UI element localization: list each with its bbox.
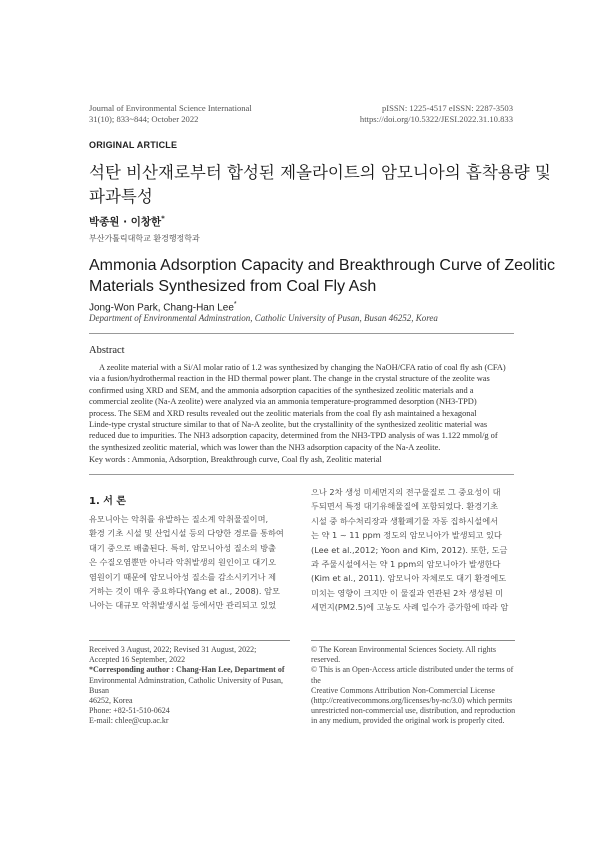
footnote-line: Environmental Adminstration, Catholic University of Pusan, Busan xyxy=(89,675,283,695)
abstract-line: reduced due to impurities. The NH3 adsorption capacity, determined from the NH3-TPD analysis of was 1.122 mmol/g of xyxy=(89,431,498,441)
body-line: (Kim et al., 2011). 암모니아 자체로도 대기 환경에도 xyxy=(311,573,507,584)
body-line: 으나 2차 생성 미세먼지의 전구물질로 그 중요성이 대 xyxy=(311,487,501,497)
authors-korean xyxy=(89,214,165,229)
footnote-rule-left xyxy=(89,640,290,641)
footnote-line: Creative Commons Attribution Non-Commercial License xyxy=(311,685,495,695)
title-english xyxy=(89,255,555,297)
doi-link[interactable]: https://doi.org/10.5322/JESI.2022.31.10.833 xyxy=(359,113,513,124)
body-line: 염원이기 때문에 암모니아성 질소를 감소시키거나 제 xyxy=(89,571,277,582)
title-english-line1: Ammonia Adsorption Capacity and Breakthrough Curve of Zeolitic xyxy=(89,257,556,274)
journal-issue: 31(10); 833~844; October 2022 xyxy=(89,113,199,124)
issn: pISSN: 1225-4517 eISSN: 2287-3503 xyxy=(381,103,513,113)
body-line: 세먼지(PM2.5)에 고농도 사례 일수가 증가함에 따라 암 xyxy=(311,602,509,613)
license-link[interactable]: (http://creativecommons.org/licenses/by-nc/3.0) which permits xyxy=(311,696,513,706)
title-korean xyxy=(89,161,551,209)
abstract-line: via a fusion/hydrothermal reaction in the HD thermal power plant. The change in the crystal structure of the zeolite was xyxy=(89,374,490,384)
authors-english-text: Jong-Won Park, Chang-Han Lee xyxy=(89,302,234,314)
corresponding-mark-en: * xyxy=(233,301,237,308)
abstract-line: A zeolite material with a Si/Al molar ratio of 1.2 was synthesized by changing the NaOH/CFA ratio of coal fly ash (CFA) xyxy=(99,363,506,372)
footnote-line: Received 3 August, 2022; Revised 31 August, 2022; xyxy=(89,645,257,654)
corresponding-mark: * xyxy=(161,214,165,223)
footnote-line: *Corresponding author : Chang-Han Lee, Department of xyxy=(89,665,285,675)
footnote-line: unrestricted non-commercial use, distribution, and reproduction xyxy=(311,706,516,716)
body-line: 미치는 영향이 크지만 이 물질과 연관된 2차 생성된 미 xyxy=(311,587,504,598)
journal-header xyxy=(89,103,252,124)
footnote-line: 46252, Korea xyxy=(89,696,133,706)
body-line: (Lee et al.,2012; Yoon and Kim, 2012). 또한, 도금 xyxy=(311,544,508,555)
abstract-line: confirmed using XRD and SEM, and the ammonia adsorption capacities of the synthesized zeolitic materials and a xyxy=(89,385,474,395)
abstract-body xyxy=(89,362,514,453)
divider-top xyxy=(89,333,514,334)
abstract-line: the synthesized zeolitic material, which was lower than the NH3 adsorption capacity of the Na-A zeolite. xyxy=(89,442,441,452)
authors-english xyxy=(89,301,237,313)
body-line: 시설 중 하수처리장과 생활폐기물 자동 집하시설에서 xyxy=(311,515,499,526)
footnote-line: Accepted 16 September, 2022 xyxy=(89,655,186,665)
body-line: 거하는 것이 매우 중요하다(Yang et al., 2008). 암모 xyxy=(89,586,280,597)
abstract-line: Linde-type crystal structure similar to that of Na-A zeolite, but the crystallinity of the synthesized zeolitic material was xyxy=(89,420,488,430)
keywords: Key words : Ammonia, Adsorption, Breakthrough curve, Coal fly ash, Zeolitic material xyxy=(89,455,382,464)
footnote-line: © The Korean Environmental Sciences Society. All rights reserved. xyxy=(311,645,496,665)
right-column xyxy=(311,485,515,615)
email-link[interactable]: E-mail: chlee@cup.ac.kr xyxy=(89,716,169,726)
affiliation-korean: 부산가톨릭대학교 환경행정학과 xyxy=(89,234,200,243)
article-type: ORIGINAL ARTICLE xyxy=(89,140,178,150)
body-line: 니아는 대규모 악취발생시설 등에서만 관리되고 있었 xyxy=(89,600,277,611)
title-korean-line2: 파과특성 xyxy=(89,187,153,206)
title-korean-line1: 석탄 비산재로부터 합성된 제올라이트의 암모니아의 흡착용량 및 xyxy=(89,163,551,182)
affiliation-english: Department of Environmental Adminstration, Catholic University of Pusan, Busan 46252, Korea xyxy=(89,313,438,323)
footnote-line: Phone: +82-51-510-0624 xyxy=(89,706,170,716)
body-line: 대기 중으로 배출된다. 특히, 암모니아성 질소의 방출 xyxy=(89,542,276,553)
body-line: 환경 기초 시설 및 산업시설 등의 다양한 경로를 통하여 xyxy=(89,528,284,539)
body-line: 는 약 1 ~ 11 ppm 정도의 암모니아가 발생되고 있다 xyxy=(311,530,502,541)
journal-name: Journal of Environmental Science International xyxy=(89,103,252,113)
footnote-line: © This is an Open-Access article distributed under the terms of the xyxy=(311,665,514,685)
left-column xyxy=(89,512,289,613)
title-english-line2: Materials Synthesized from Coal Fly Ash xyxy=(89,278,377,295)
footnote-left xyxy=(89,645,294,727)
footnote-rule-right xyxy=(311,640,515,641)
footnote-right xyxy=(311,645,516,727)
divider-middle xyxy=(89,474,514,475)
journal-ids xyxy=(360,103,513,124)
authors-korean-text: 박종원 · 이창한 xyxy=(89,216,162,228)
abstract-heading: Abstract xyxy=(89,345,125,356)
abstract-line: process. The SEM and XRD results revealed out the zeolitic materials from the coal fly ash maintained a hexagonal xyxy=(89,408,477,418)
footnote-line: in any medium, provided the original work is properly cited. xyxy=(311,716,505,726)
section-heading: 1. 서 론 xyxy=(89,496,127,507)
body-line: 은 수질오염뿐만 아니라 악취발생의 원인이고 대기오 xyxy=(89,557,277,568)
body-line: 과 주물시설에서는 약 1 ppm의 암모니아가 발생한다 xyxy=(311,559,501,570)
body-line: 두되면서 특정 대기유해물질에 포함되었다. 환경기초 xyxy=(311,501,499,512)
body-line: 유모니아는 악취를 유발하는 질소계 악취물질이며, xyxy=(89,514,269,524)
abstract-line: commercial zeolite (Na-A zeolite) were analyzed via an ammonia temperature-programmed desorption (NH3-TPD) xyxy=(89,397,477,407)
